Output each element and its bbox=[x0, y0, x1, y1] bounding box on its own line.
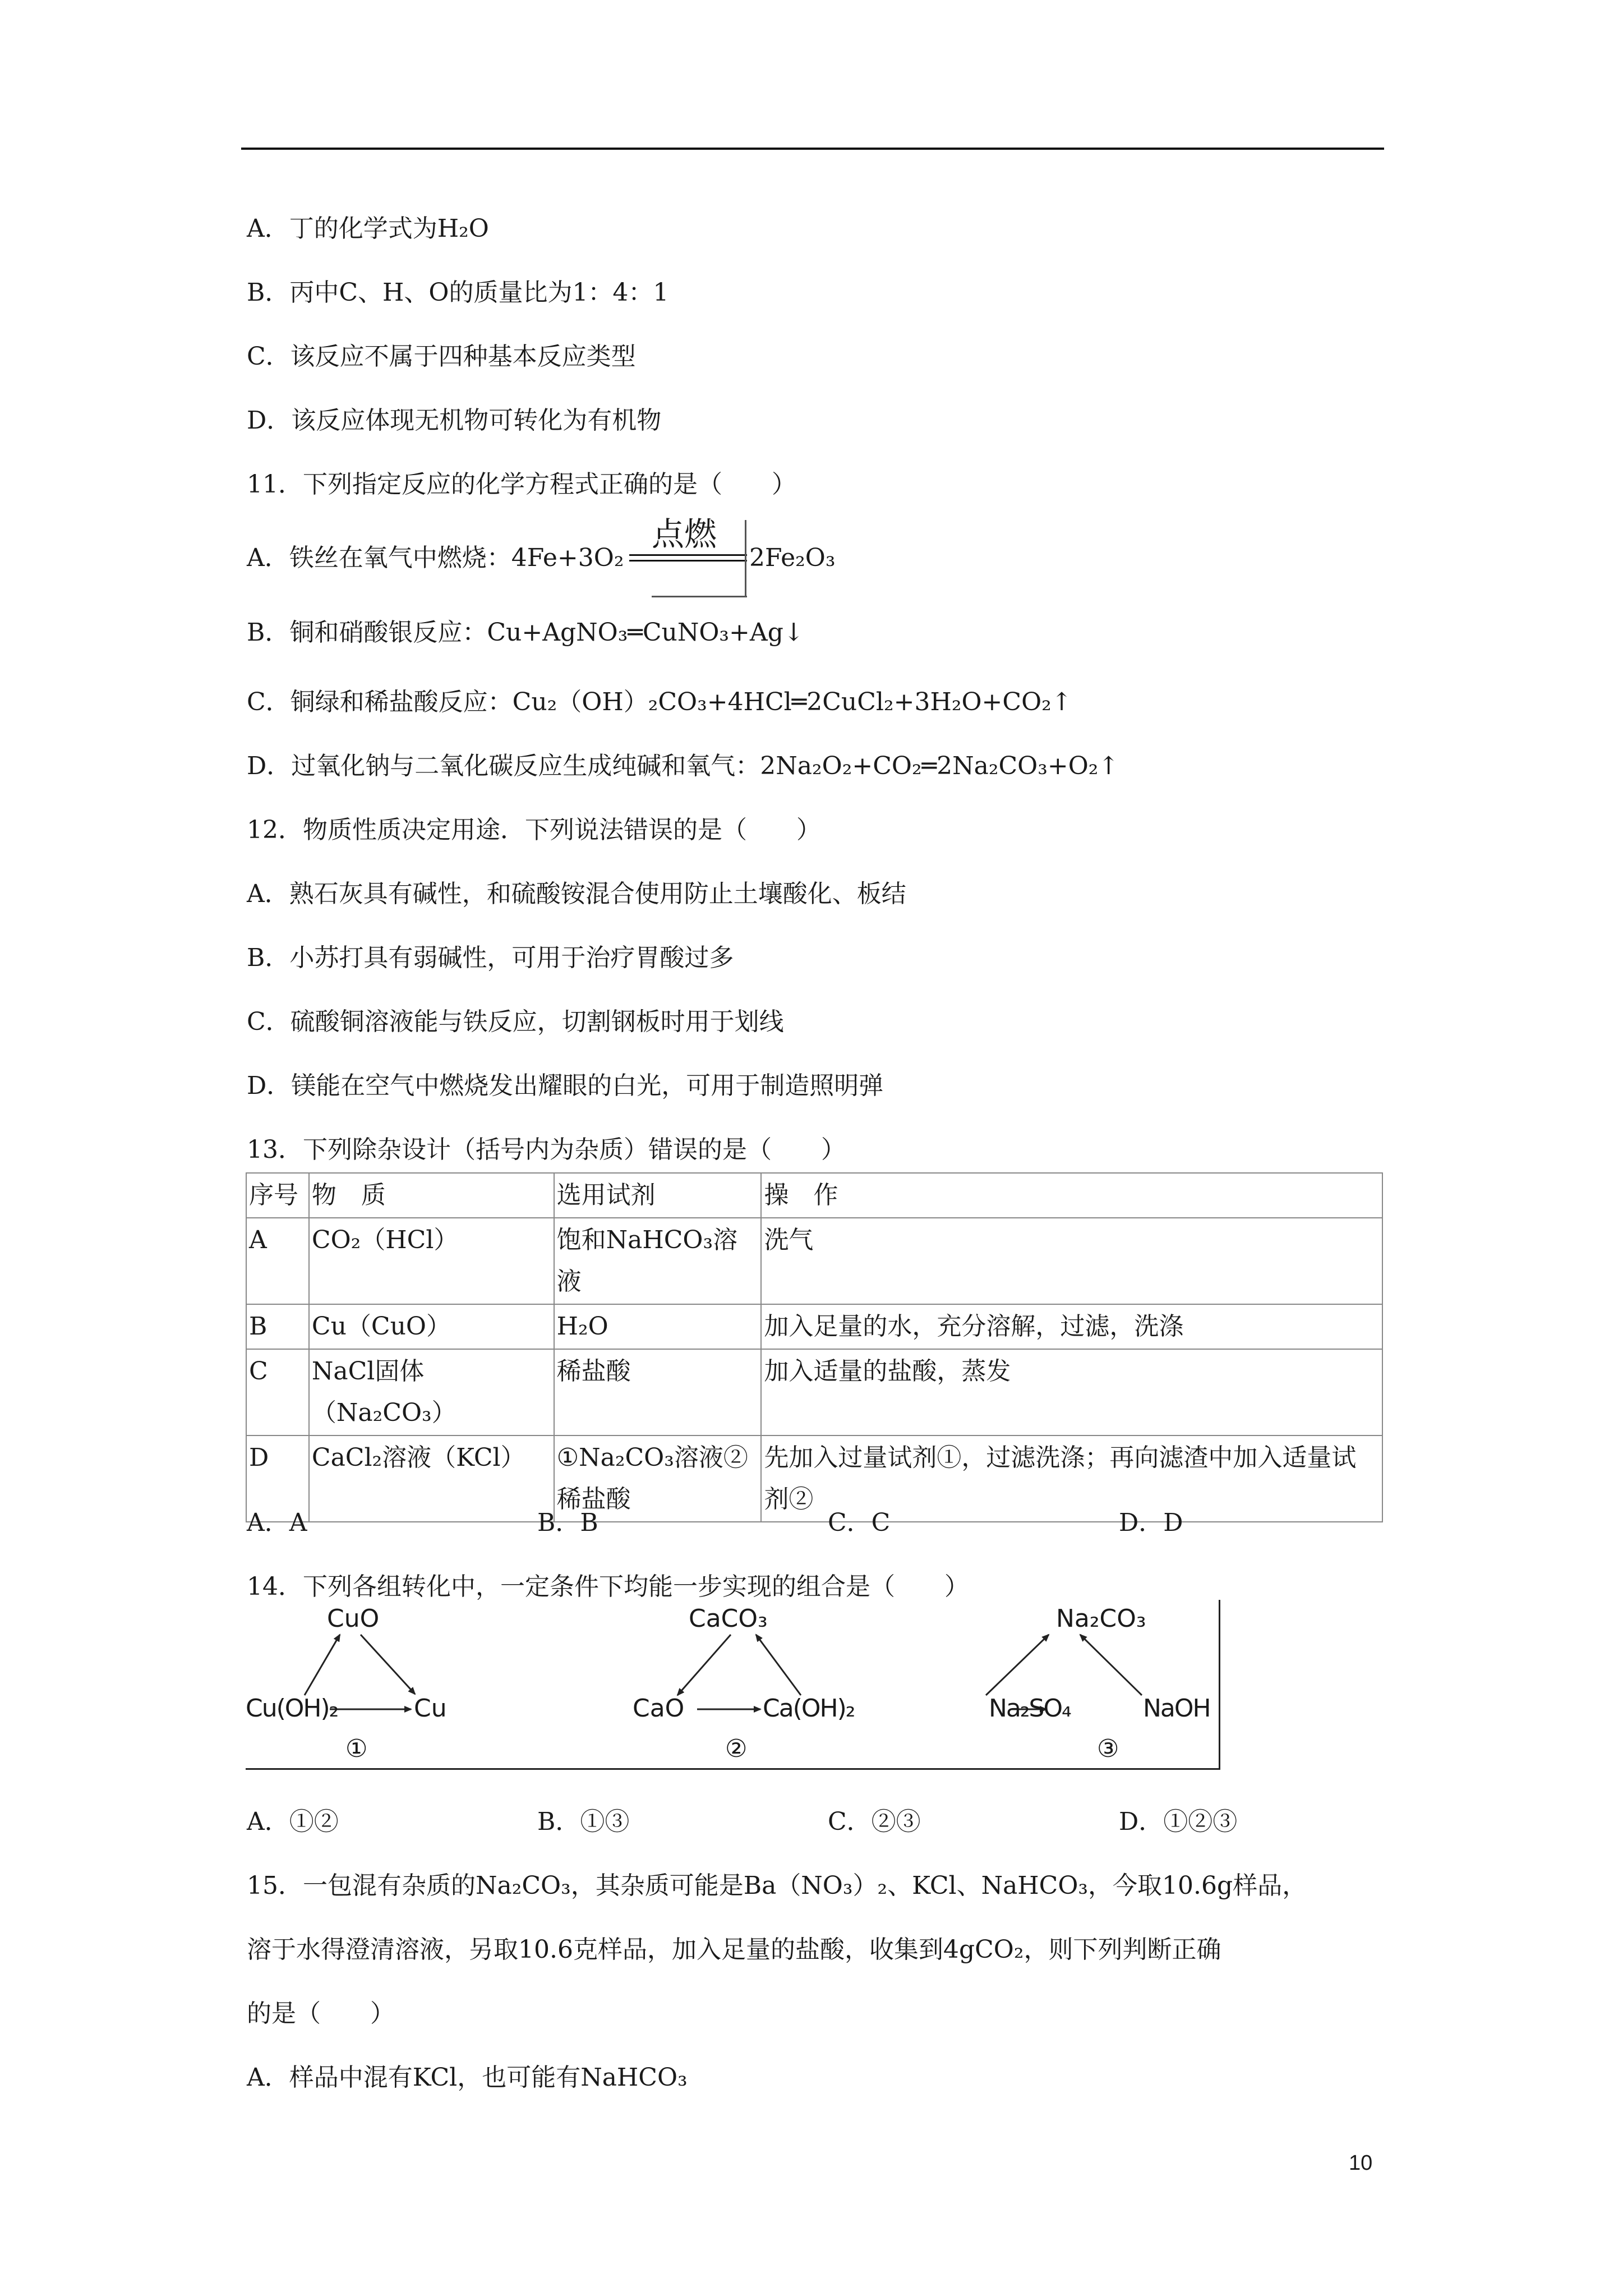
header-rule bbox=[241, 148, 1384, 150]
diagram-frame-bottom bbox=[246, 1768, 1220, 1770]
table-cell: NaCl固体（Na₂CO₃） bbox=[309, 1349, 554, 1435]
table-header-cell: 选用试剂 bbox=[554, 1173, 762, 1218]
q10-option-c: C．该反应不属于四种基本反应类型 bbox=[247, 342, 636, 371]
diagram2-number: ② bbox=[725, 1734, 748, 1763]
q11-option-a-prefix: A．铁丝在氧气中燃烧：4Fe+3O₂ bbox=[247, 544, 624, 572]
condition-box-right-line bbox=[745, 520, 746, 597]
q15-stem-line3: 的是（ ） bbox=[247, 1999, 395, 2028]
impurity-removal-table bbox=[246, 1172, 1383, 1522]
q12-option-a: A．熟石灰具有碱性，和硫酸铵混合使用防止土壤酸化、板结 bbox=[247, 880, 906, 908]
q14-option-b: B．①③ bbox=[537, 1807, 630, 1836]
q10-option-b: B．丙中C、H、O的质量比为1：4：1 bbox=[247, 278, 669, 307]
diagram3-left: Na₂SO₄ bbox=[989, 1694, 1071, 1723]
q14-option-a: A．①② bbox=[247, 1807, 339, 1836]
q11-option-a-product: 2Fe₂O₃ bbox=[749, 544, 836, 572]
table-header-cell: 序号 bbox=[246, 1173, 309, 1218]
diagram2-right: Ca(OH)₂ bbox=[763, 1694, 855, 1723]
diagram2-left: CaO bbox=[633, 1694, 685, 1723]
equals-sign-top bbox=[629, 554, 747, 556]
diagram1-left: Cu(OH)₂ bbox=[246, 1694, 338, 1723]
diagram-frame-right bbox=[1219, 1600, 1220, 1770]
table-cell: Cu（CuO） bbox=[309, 1304, 554, 1349]
table-cell: CO₂（HCl） bbox=[309, 1218, 554, 1304]
table-row bbox=[246, 1304, 1382, 1349]
diagram1-top: CuO bbox=[327, 1604, 380, 1633]
reaction-condition-box bbox=[629, 517, 747, 599]
table-header-row bbox=[246, 1173, 1382, 1218]
reaction-condition-label: 点燃 bbox=[652, 515, 717, 553]
q13-option-b: B．B bbox=[537, 1508, 598, 1537]
diagram2-top: CaCO₃ bbox=[689, 1604, 768, 1633]
q13-stem: 13．下列除杂设计（括号内为杂质）错误的是（ ） bbox=[247, 1135, 846, 1164]
diagram1-right: Cu bbox=[414, 1694, 447, 1723]
diagram3-right: NaOH bbox=[1143, 1694, 1210, 1723]
conversion-diagrams bbox=[246, 1600, 1220, 1771]
q14-stem: 14．下列各组转化中，一定条件下均能一步实现的组合是（ ） bbox=[247, 1572, 969, 1601]
q15-option-a: A．样品中混有KCl，也可能有NaHCO₃ bbox=[247, 2063, 688, 2092]
diagram3-number: ③ bbox=[1097, 1734, 1119, 1763]
q13-option-c: C．C bbox=[828, 1508, 891, 1537]
table-cell: B bbox=[246, 1304, 309, 1349]
table-cell: 加入足量的水，充分溶解，过滤，洗涤 bbox=[761, 1304, 1382, 1349]
table-cell: 饱和NaHCO₃溶液 bbox=[554, 1218, 762, 1304]
q10-option-d: D．该反应体现无机物可转化为有机物 bbox=[247, 406, 662, 435]
q14-option-c: C．②③ bbox=[828, 1807, 921, 1836]
equals-sign-bottom bbox=[629, 560, 747, 562]
table-cell: 稀盐酸 bbox=[554, 1349, 762, 1435]
q11-option-c: C．铜绿和稀盐酸反应：Cu₂（OH）₂CO₃+4HCl═2CuCl₂+3H₂O+CO₂↑ bbox=[247, 688, 1072, 716]
table-cell: 洗气 bbox=[761, 1218, 1382, 1304]
q12-option-c: C．硫酸铜溶液能与铁反应，切割钢板时用于划线 bbox=[247, 1007, 784, 1036]
table-header-cell: 物 质 bbox=[309, 1173, 554, 1218]
diagram1-number: ① bbox=[345, 1734, 368, 1763]
q13-option-d: D．D bbox=[1119, 1508, 1183, 1537]
q12-stem: 12．物质性质决定用途．下列说法错误的是（ ） bbox=[247, 816, 821, 844]
q11-stem: 11．下列指定反应的化学方程式正确的是（ ） bbox=[247, 470, 796, 499]
diagram3-top: Na₂CO₃ bbox=[1056, 1604, 1146, 1633]
table-cell: ①Na₂CO₃溶液②稀盐酸 bbox=[554, 1435, 762, 1522]
table-cell: A bbox=[246, 1218, 309, 1304]
table-row bbox=[246, 1349, 1382, 1435]
table-cell: CaCl₂溶液（KCl） bbox=[309, 1435, 554, 1522]
q11-option-b: B．铜和硝酸银反应：Cu+AgNO₃═CuNO₃+Ag↓ bbox=[247, 618, 804, 647]
q15-stem-line2: 溶于水得澄清溶液，另取10.6克样品，加入足量的盐酸，收集到4gCO₂，则下列判断正确 bbox=[247, 1935, 1221, 1964]
table-row bbox=[246, 1218, 1382, 1304]
page-number: 10 bbox=[1349, 2151, 1373, 2175]
q14-option-d: D．①②③ bbox=[1119, 1807, 1238, 1836]
table-row bbox=[246, 1435, 1382, 1522]
q15-stem-line1: 15．一包混有杂质的Na₂CO₃，其杂质可能是Ba（NO₃）₂、KCl、NaHCO₃，今取10.6g样品， bbox=[247, 1871, 1307, 1900]
q10-option-a: A．丁的化学式为H₂O bbox=[247, 214, 489, 243]
table-cell: C bbox=[246, 1349, 309, 1435]
table-header-cell: 操 作 bbox=[761, 1173, 1382, 1218]
q12-option-b: B．小苏打具有弱碱性，可用于治疗胃酸过多 bbox=[247, 944, 734, 972]
table-cell: D bbox=[246, 1435, 309, 1522]
condition-box-bottom-line bbox=[652, 596, 747, 597]
table-cell: 加入适量的盐酸，蒸发 bbox=[761, 1349, 1382, 1435]
table-cell: 先加入过量试剂①，过滤洗涤；再向滤渣中加入适量试剂② bbox=[761, 1435, 1382, 1522]
q12-option-d: D．镁能在空气中燃烧发出耀眼的白光，可用于制造照明弹 bbox=[247, 1071, 884, 1100]
q13-option-a: A．A bbox=[247, 1508, 307, 1537]
q11-option-d: D．过氧化钠与二氧化碳反应生成纯碱和氧气：2Na₂O₂+CO₂═2Na₂CO₃+O₂↑ bbox=[247, 752, 1119, 780]
table-cell: H₂O bbox=[554, 1304, 762, 1349]
